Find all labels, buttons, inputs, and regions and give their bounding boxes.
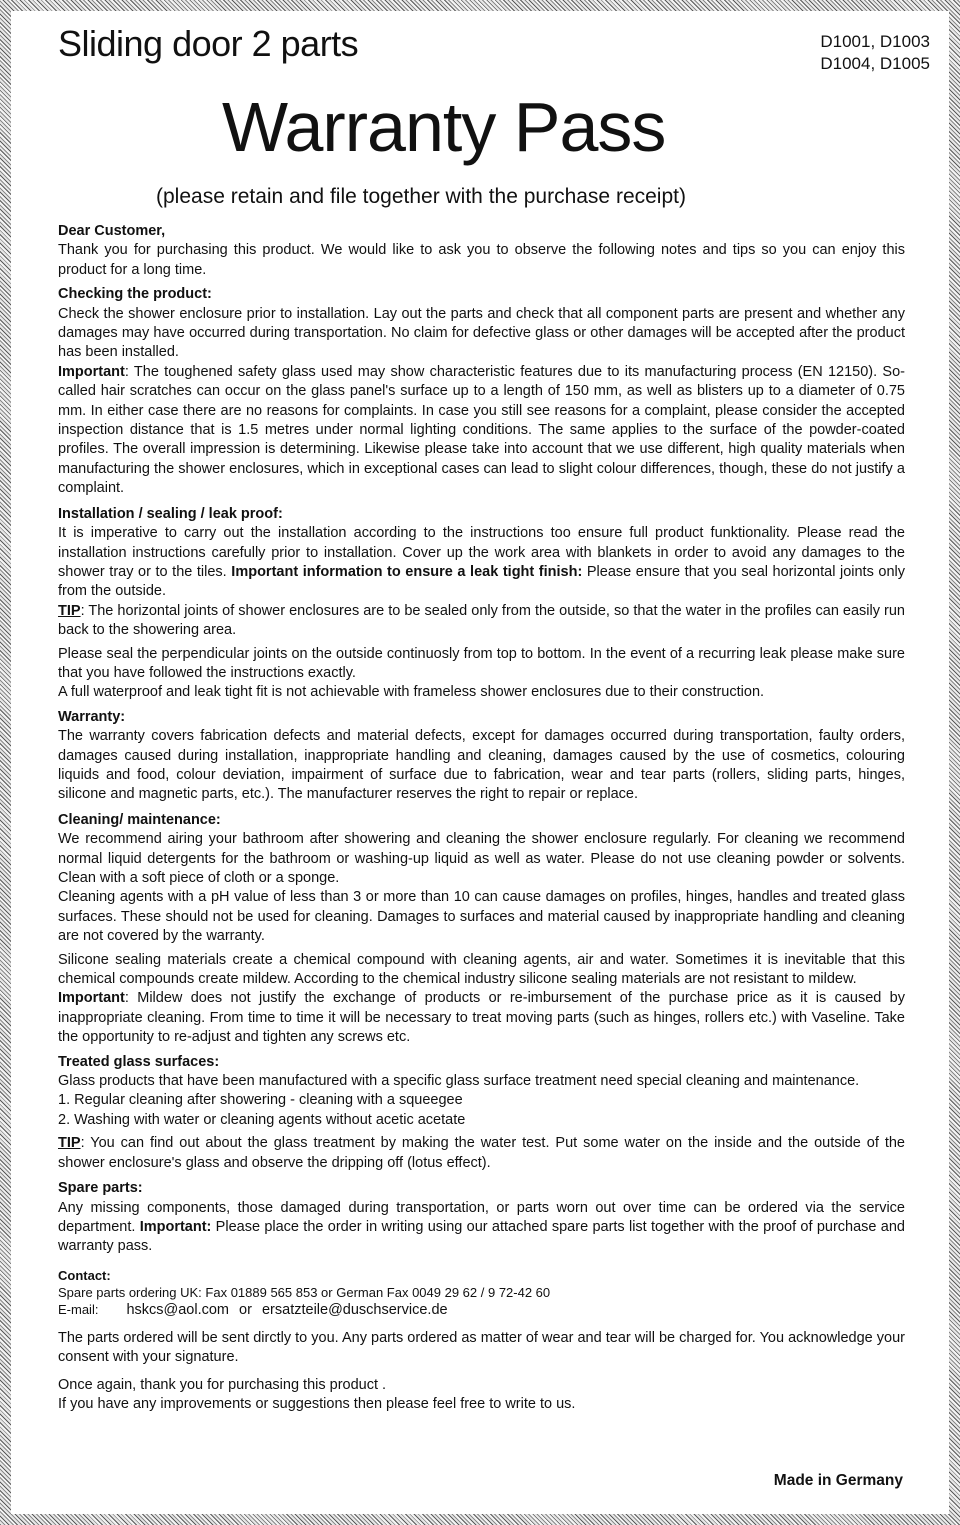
spare-text-b: Please place the order in writing using our attached spare parts list together with the proof of purchase and warranty pass.	[58, 1218, 905, 1255]
document-body	[58, 222, 905, 1414]
section-heading-treated-glass: Treated glass surfaces:	[58, 1053, 220, 1070]
cleaning-important-text: : Mildew does not justify the exchange of products or re-imbursement of the purchase price as it is caused by inappropriate cleaning. From time to time it will be necessary to treat moving parts (such as hinges, rollers etc.) with Vaseline. Take the opportunity to re-adjust and tighten any screws etc.	[58, 990, 905, 1046]
email-label: E-mail:	[58, 1301, 99, 1317]
contact-fax: Spare parts ordering UK: Fax 01889 565 853 or German Fax 0049 29 62 / 9 72-42 60	[58, 1284, 551, 1300]
warranty-paragraph: The warranty covers fabrication defects and material defects, except for damages occurred during transportation, faulty orders, damages caused during installation, inappropriate handling and cleaning, damages caused by the use of cosmetics, colouring liquids and food, colour deviation, impairment of surface due to fabrication, wear and tear parts (rollers, sliding parts, hinges, silicone and magnetic parts, etc.). The manufacturer reserves the right to repair or replace.	[58, 728, 905, 803]
list-item: 1. Regular cleaning after showering - cleaning with a squeegee	[58, 1092, 463, 1109]
closing-paragraph-1: The parts ordered will be sent dirctly to you. Any parts ordered as matter of wear and tear will be charged for. You acknowledge your consent with your signature.	[58, 1329, 905, 1366]
section-heading-cleaning: Cleaning/ maintenance:	[58, 811, 221, 828]
installation-text-a: It is imperative to carry out the installation according to the instructions too ensure full product funktionality. Please read the installation instructions carefully prior to installation. Cover up the work area with blankets in order to avoid any damages to the shower tray or to the tiles.	[58, 525, 905, 580]
email-link-de[interactable]: ersatzteile@duschservice.de	[261, 1301, 448, 1318]
cleaning-paragraph-2: Cleaning agents with a pH value of less than 3 or more than 10 can cause damages on profiles, hinges, handles and treated glass surfaces. These should not be used for cleaning. Damages to surfaces and material caused by inappropriate handling and cleaning are not covered by the warranty.	[58, 889, 905, 945]
tip-label: TIP	[58, 602, 81, 619]
installation-tip	[58, 602, 905, 641]
email-link-uk[interactable]: hskcs@aol.com	[126, 1301, 230, 1318]
spare-paragraph	[58, 1199, 905, 1257]
installation-important-info: Important information to ensure a leak tight finish:	[231, 563, 583, 580]
treated-tip-text: : You can find out about the glass treatment by making the water test. Put some water on the inside and the outside of the shower enclosure's glass and observe the dripping off (lotus effect).	[58, 1135, 905, 1171]
treated-list	[58, 1091, 905, 1130]
treated-tip	[58, 1134, 905, 1173]
product-codes-line2: D1004, D1005	[820, 54, 930, 73]
checking-paragraph-1: Check the shower enclosure prior to installation. Lay out the parts and check that all component parts are present and whether any damages may have occurred during transportation. No claim for defective glass or other damages will be accepted after the product has been installed.	[58, 305, 905, 361]
installation-paragraph-1	[58, 524, 905, 602]
section-heading-spare-parts: Spare parts:	[58, 1180, 143, 1197]
closing-paragraph-2: Once again, thank you for purchasing this product .	[58, 1376, 387, 1393]
installation-tip-text: : The horizontal joints of shower enclosures are to be sealed only from the outside, so that the water in the profiles can easily run back to the showering area.	[58, 602, 905, 639]
closing-paragraph-3: If you have any improvements or suggestions then please feel free to write to us.	[58, 1395, 576, 1412]
list-item: 2. Washing with water or cleaning agents without acetic acetate	[58, 1111, 466, 1128]
made-in-germany: Made in Germany	[773, 1472, 903, 1489]
important-label: Important:	[139, 1218, 212, 1235]
cleaning-paragraph-4	[58, 989, 905, 1047]
product-codes-line1: D1001, D1003	[820, 32, 930, 51]
checking-important-text: : The toughened safety glass used may show characteristic features due to its manufacturing process (EN 12150). So-called hair scratches can occur on the glass panel's surface up to a length of 150 mm, as well as blisters up to a diameter of 0.75 mm. In either case there are no reasons for complaints. In case you still see reasons for a complaint, please consider the accepted inspection distance that is 1.5 metres under normal lighting conditions. The same applies to the surface of the powder-coated profiles. The overall impression is determining. Likewise please take into account that we use different, high quality materials when manufacturing the shower enclosures, which in exceptional cases can lead to slight colour differences, though, these do not justify a complaint.	[58, 363, 905, 497]
spare-text-a: Any missing components, those damaged during transportation, or parts worn out over time can be ordered via the service department.	[58, 1199, 905, 1235]
treated-paragraph: Glass products that have been manufactured with a specific glass surface treatment need special cleaning and maintenance.	[58, 1073, 860, 1090]
checking-paragraph-2	[58, 363, 905, 499]
important-label: Important	[58, 990, 125, 1007]
document-heading: Warranty Pass	[222, 88, 666, 166]
section-heading-warranty: Warranty:	[58, 708, 126, 725]
section-heading-checking: Checking the product:	[58, 286, 212, 303]
document-subtitle: (please retain and file together with the purchase receipt)	[156, 185, 686, 208]
intro-text: Thank you for purchasing this product. We would like to ask you to observe the following notes and tips so you can enjoy this product for a long time.	[58, 242, 905, 278]
installation-paragraph-2: Please seal the perpendicular joints on the outside continuosly from top to bottom. In the event of a recurring leak please make sure that you have followed the instructions exactly.	[58, 645, 905, 681]
product-codes	[820, 31, 930, 75]
contact-heading: Contact:	[58, 1267, 111, 1283]
installation-text-b: Please ensure that you seal horizontal joints only from the outside.	[58, 563, 906, 600]
greeting: Dear Customer,	[58, 223, 166, 239]
cleaning-paragraph-3: Silicone sealing materials create a chemical compound with cleaning agents, air and water. Sometimes it is inevitable that this chemical compounds create mildew. According to the chemical industry silicone sealing materials are not resistant to mildew.	[58, 951, 905, 988]
installation-paragraph-3: A full waterproof and leak tight fit is not achievable with frameless shower enclosures due to their construction.	[58, 684, 765, 701]
contact-email-row	[58, 1301, 905, 1319]
cleaning-paragraph-1: We recommend airing your bathroom after showering and cleaning the shower enclosure regularly. For cleaning we recommend normal liquid detergents for the bathroom or washing-up liquid as well as water. Please do not use cleaning powder or solvents. Clean with a soft piece of cloth or a sponge.	[58, 831, 905, 886]
section-heading-installation: Installation / sealing / leak proof:	[58, 505, 283, 522]
tip-label: TIP	[58, 1135, 81, 1152]
email-or: or	[239, 1301, 252, 1318]
contact-block	[58, 1267, 905, 1319]
important-label: Important	[58, 363, 125, 380]
product-title: Sliding door 2 parts	[58, 23, 359, 64]
